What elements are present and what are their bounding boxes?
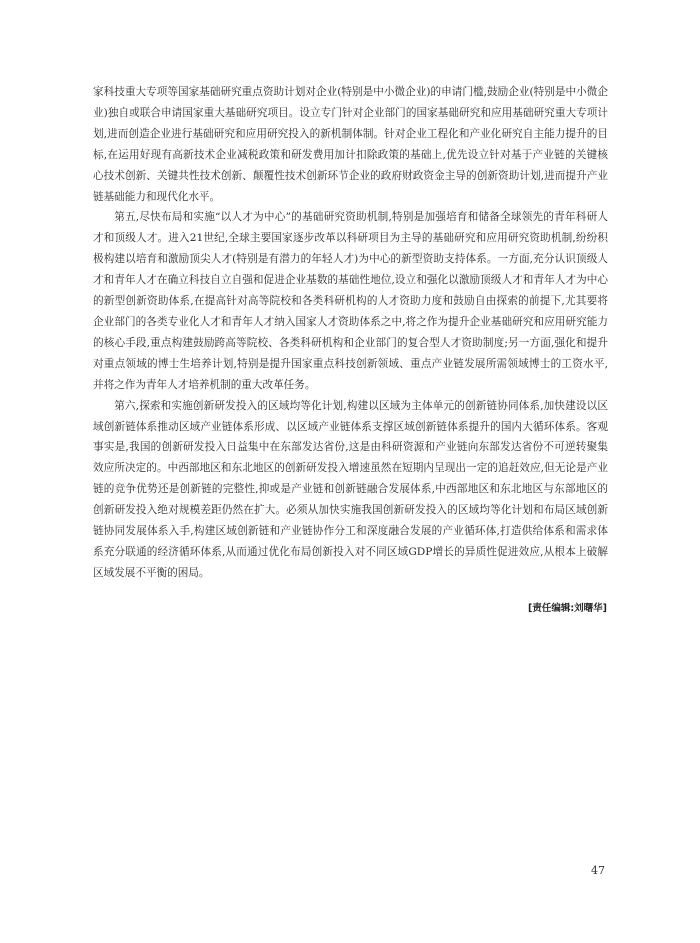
paragraph-sixth-point: 第六,探索和实施创新研发投入的区域均等化计划,构建以区域为主体单元的创新链协同体系,加快建设以区域创新链体系推动区域产业链体系形成、以区域产业链体系支撑区域创新链体系提升的国内大循环体系。客观事实是,我国的创新研发投入日益集中在东部发达省份,这是由科研资源和产业链向东部发达省份不可逆转聚集效应所决定的。中西部地区和东北地区的创新研发投入增速虽然在短期内呈现出一定的追赶效应,但无论是产业链的竞争优势还是创新链的完整性,抑或是产业链和创新链融合发展体系,中西部地区和东北地区与东部地区的创新研发投入绝对规模差距仍然在扩大。必须从加快实施我国创新研发投入的区域均等化计划和布局区域创新链协同发展体系入手,构建区域创新链和产业链协作分工和深度融合发展的产业循环体,打造供给体系和需求体系充分联通的经济循环体系,从而通过优化布局创新投入对不同区域GDP增长的异质性促进效应,从根本上破解区域发展不平衡的困局。 (93, 399, 608, 579)
paragraph-continued: 家科技重大专项等国家基础研究重点资助计划对企业(特别是中小微企业)的申请门槛,鼓励企业(特别是中小微企业)独自或联合申请国家重大基础研究项目。设立专门针对企业部门的国家基础研究和应用基础研究重大专项计划,进而创造企业进行基础研究和应用研究投入的新机制体制。针对企业工程化和产业化研究自主能力提升的目标,在运用好现有高新技术企业减税政策和研发费用加计扣除政策的基础上,优先设立针对基于产业链的关键核心技术创新、关键共性技术创新、颠覆性技术创新环节企业的政府财政资金主导的创新资助计划,进而提升产业链基础能力和现代化水平。 (93, 86, 608, 203)
paragraph-fifth-point: 第五,尽快布局和实施“以人才为中心”的基础研究资助机制,特别是加强培育和储备全球领先的青年科研人才和顶级人才。进入21世纪,全球主要国家逐步改革以科研项目为主导的基础研究和应用研究资助机制,纷纷积极构建以培育和激励顶尖人才(特别是有潜力的年轻人才)为中心的新型资助支持体系。一方面,充分认识顶级人才和青年人才在确立科技自立自强和促进企业基数的基础性地位,设立和强化以激励顶级人才和青年人才为中心的新型创新资助体系,在提高针对高等院校和各类科研机构的人才资助力度和鼓励自由探索的前提下,尤其要将企业部门的各类专业化人才和青年人才纳入国家人才资助体系之中,将之作为提升企业基础研究和应用研究能力的核心手段,重点构建鼓励跨高等院校、各类科研机构和企业部门的复合型人才资助制度;另一方面,强化和提升对重点领域的博士生培养计划,特别是提升国家重点科技创新领域、重点产业链发展所需领域博士的工资水平,并将之作为青年人才培养机制的重大改革任务。 (93, 211, 608, 391)
responsible-editor-note: [责任编辑:刘曙华] (528, 603, 607, 614)
article-body (93, 82, 608, 584)
page-number: 47 (591, 864, 605, 877)
